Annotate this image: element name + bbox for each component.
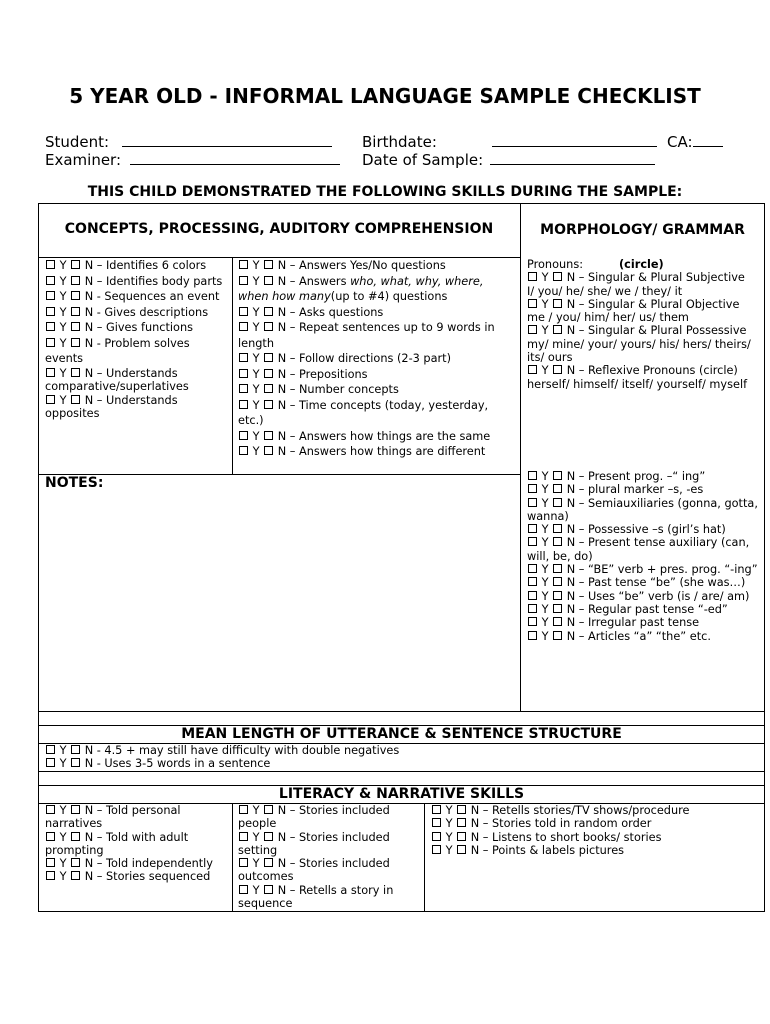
checkbox-icon[interactable]	[553, 484, 562, 493]
literacy-col-1	[45, 804, 229, 884]
checkbox-icon[interactable]	[264, 400, 273, 409]
checkbox-icon[interactable]	[46, 291, 55, 300]
divider	[232, 803, 233, 912]
checklist-item[interactable]: Y N – Stories included people	[238, 804, 390, 831]
checkbox-icon[interactable]	[239, 384, 248, 393]
checkbox-icon[interactable]	[46, 805, 55, 814]
checkbox-icon[interactable]	[528, 564, 537, 573]
checkbox-icon[interactable]	[239, 805, 248, 814]
checklist-item[interactable]: Y N – Follow directions (2-3 part)	[238, 351, 516, 367]
checkbox-icon[interactable]	[528, 272, 537, 281]
pronoun-options: I/ you/ he/ she/ we / they/ it	[527, 284, 683, 298]
checkbox-icon[interactable]	[553, 604, 562, 613]
checkbox-icon[interactable]	[528, 577, 537, 586]
checklist-item[interactable]: Y N – Told independently	[45, 857, 229, 870]
checkbox-icon[interactable]	[553, 537, 562, 546]
student-field[interactable]	[45, 132, 332, 151]
checkbox-icon[interactable]	[264, 446, 273, 455]
checklist-item[interactable]: Y N – Listens to short books/ stories	[431, 831, 761, 844]
divider	[38, 771, 765, 772]
checkbox-icon[interactable]	[71, 745, 80, 754]
checklist-item[interactable]: Y N – Identifies body parts	[45, 274, 230, 290]
checkbox-icon[interactable]	[71, 322, 80, 331]
checkbox-icon[interactable]	[528, 524, 537, 533]
notes-label: NOTES:	[45, 475, 104, 491]
checklist-item[interactable]: Y N - Sequences an event	[45, 289, 230, 305]
checkbox-icon[interactable]	[457, 818, 466, 827]
checklist-item[interactable]: Y N - Problem solves events	[45, 336, 190, 365]
checkbox-icon[interactable]	[46, 260, 55, 269]
checkbox-icon[interactable]	[71, 291, 80, 300]
checkbox-icon[interactable]	[239, 307, 248, 316]
checkbox-icon[interactable]	[553, 564, 562, 573]
checklist-item[interactable]: Y N – plural marker –s, -es	[527, 483, 761, 496]
checkbox-icon[interactable]	[239, 885, 248, 894]
checkbox-icon[interactable]	[239, 431, 248, 440]
checklist-item[interactable]: Y N – Present prog. –“ ing”	[527, 470, 761, 483]
checkbox-icon[interactable]	[528, 299, 537, 308]
checkbox-icon[interactable]	[264, 276, 273, 285]
checkbox-icon[interactable]	[71, 276, 80, 285]
student-line[interactable]	[122, 132, 332, 147]
checkbox-icon[interactable]	[46, 307, 55, 316]
checklist-item[interactable]: Y N – Time concepts (today, yesterday, etc.)	[238, 398, 489, 427]
checkbox-icon[interactable]	[528, 365, 537, 374]
checklist-item[interactable]: Y N – Retells stories/TV shows/procedure	[431, 804, 761, 817]
checkbox-icon[interactable]	[457, 832, 466, 841]
checkbox-icon[interactable]	[553, 272, 562, 281]
checkbox-icon[interactable]	[264, 431, 273, 440]
checkbox-icon[interactable]	[71, 395, 80, 404]
checkbox-icon[interactable]	[239, 446, 248, 455]
checklist-item[interactable]: Y N - 4.5 + may still have difficulty with double negatives	[45, 744, 745, 757]
checkbox-icon[interactable]	[528, 617, 537, 626]
birthdate-field[interactable]	[362, 132, 657, 151]
divider	[520, 203, 521, 711]
checkbox-icon[interactable]	[553, 471, 562, 480]
checkbox-icon[interactable]	[264, 353, 273, 362]
date-of-sample-line[interactable]	[490, 150, 655, 165]
checklist-item[interactable]: Y N – Understands opposites	[45, 393, 178, 420]
checkbox-icon[interactable]	[553, 591, 562, 600]
checklist-item[interactable]: Y N – Singular & Plural Possessive	[527, 324, 761, 337]
checkbox-icon[interactable]	[239, 858, 248, 867]
checklist-item[interactable]: Y N – Past tense “be” (she was…)	[527, 576, 761, 589]
checkbox-icon[interactable]	[71, 832, 80, 841]
concepts-section-title: CONCEPTS, PROCESSING, AUDITORY COMPREHENSION	[64, 221, 494, 237]
checkbox-icon[interactable]	[553, 524, 562, 533]
checklist-item[interactable]: Y N – Stories told in random order	[431, 817, 761, 830]
checklist-item[interactable]: Y N – Present tense auxiliary (can, will, be, do)	[527, 536, 750, 563]
checklist-item[interactable]: Y N – Answers how things are the same	[238, 429, 516, 445]
checkbox-icon[interactable]	[264, 805, 273, 814]
checklist-item[interactable]: Y N – Repeat sentences up to 9 words in length	[238, 321, 495, 350]
checkbox-icon[interactable]	[432, 805, 441, 814]
pronoun-options: me / you/ him/ her/ us/ them	[527, 311, 689, 325]
checklist-item[interactable]: Y N – Prepositions	[238, 367, 516, 383]
checkbox-icon[interactable]	[46, 832, 55, 841]
checklist-item[interactable]: Y N – Number concepts	[238, 382, 516, 398]
pronoun-options: herself/ himself/ itself/ yourself/ myself	[527, 377, 748, 391]
checkbox-icon[interactable]	[46, 745, 55, 754]
checkbox-icon[interactable]	[46, 276, 55, 285]
checklist-item[interactable]: Y N – Answers who, what, why, where, when how many(up to #4) questions	[238, 274, 484, 303]
checklist-item[interactable]: Y N – Told personal narratives	[45, 804, 181, 831]
checklist-item[interactable]: Y N – Stories included setting	[238, 830, 390, 857]
ca-field[interactable]	[667, 132, 723, 151]
literacy-col-2	[238, 804, 420, 910]
checkbox-icon[interactable]	[239, 276, 248, 285]
morphology-list	[527, 258, 761, 391]
checkbox-icon[interactable]	[239, 353, 248, 362]
checkbox-icon[interactable]	[528, 537, 537, 546]
checkbox-icon[interactable]	[553, 299, 562, 308]
checkbox-icon[interactable]	[528, 498, 537, 507]
checklist-item[interactable]: Y N – Stories sequenced	[45, 870, 229, 883]
checklist-item[interactable]: Y N – Stories included outcomes	[238, 857, 390, 884]
checkbox-icon[interactable]	[432, 845, 441, 854]
checkbox-icon[interactable]	[239, 260, 248, 269]
checkbox-icon[interactable]	[528, 591, 537, 600]
mlu-section-title: MEAN LENGTH OF UTTERANCE & SENTENCE STRUCTURE	[181, 726, 622, 742]
divider	[424, 803, 425, 912]
checklist-item[interactable]: Y N – Regular past tense “-ed”	[527, 603, 761, 616]
checkbox-icon[interactable]	[432, 818, 441, 827]
divider	[38, 474, 520, 475]
checkbox-icon[interactable]	[432, 832, 441, 841]
checkbox-icon[interactable]	[239, 400, 248, 409]
concepts-col-2	[238, 258, 516, 460]
morphology-section-title: MORPHOLOGY/ GRAMMAR	[540, 222, 745, 238]
checklist-item[interactable]: Y N – Retells a story in sequence	[238, 883, 394, 911]
checkbox-icon[interactable]	[46, 871, 55, 880]
birthdate-line[interactable]	[492, 132, 657, 147]
pronouns-heading: Pronouns: (circle)	[527, 258, 664, 271]
checklist-item[interactable]: Y N – Irregular past tense	[527, 616, 761, 629]
checkbox-icon[interactable]	[46, 322, 55, 331]
pronoun-options: my/ mine/ your/ yours/ his/ hers/ theirs/ its/ ours	[527, 337, 751, 365]
checklist-item[interactable]: Y N – Uses “be” verb (is / are/ am)	[527, 590, 761, 603]
checkbox-icon[interactable]	[239, 322, 248, 331]
morphology-list-2	[527, 470, 761, 643]
checklist-item[interactable]: Y N – Understands comparative/superlatives	[45, 366, 189, 393]
concepts-col-1	[45, 258, 230, 421]
checklist-item[interactable]: Y N – Told with adult prompting	[45, 830, 189, 857]
divider	[232, 257, 233, 474]
checkbox-icon[interactable]	[71, 871, 80, 880]
checklist-item[interactable]: Y N – Possessive –s (girl’s hat)	[527, 523, 761, 536]
checklist-item[interactable]: Y N – Answers Yes/No questions	[238, 258, 516, 274]
checkbox-icon[interactable]	[46, 368, 55, 377]
checkbox-icon[interactable]	[264, 260, 273, 269]
checkbox-icon[interactable]	[553, 617, 562, 626]
checkbox-icon[interactable]	[264, 322, 273, 331]
checklist-item[interactable]: Y N – Semiauxiliaries (gonna, gotta, wanna)	[527, 496, 758, 523]
checklist-item[interactable]: Y N – Singular & Plural Objective	[527, 298, 761, 311]
intro-heading: THIS CHILD DEMONSTRATED THE FOLLOWING SKILLS DURING THE SAMPLE:	[87, 184, 683, 200]
checklist-item[interactable]: Y N – Articles “a” “the” etc.	[527, 630, 761, 643]
checkbox-icon[interactable]	[528, 631, 537, 640]
checkbox-icon[interactable]	[46, 338, 55, 347]
checkbox-icon[interactable]	[71, 260, 80, 269]
checkbox-icon[interactable]	[457, 805, 466, 814]
checklist-item[interactable]: Y N – Gives functions	[45, 320, 230, 336]
literacy-col-3	[431, 804, 761, 857]
checkbox-icon[interactable]	[528, 604, 537, 613]
checkbox-icon[interactable]	[71, 368, 80, 377]
page-title: 5 YEAR OLD - INFORMAL LANGUAGE SAMPLE CHECKLIST	[69, 84, 701, 108]
checkbox-icon[interactable]	[71, 338, 80, 347]
checkbox-icon[interactable]	[528, 325, 537, 334]
date-of-sample-field[interactable]	[362, 150, 655, 169]
checklist-item[interactable]: Y N – Reflexive Pronouns (circle)	[527, 364, 761, 377]
checkbox-icon[interactable]	[46, 858, 55, 867]
checkbox-icon[interactable]	[528, 471, 537, 480]
checkbox-icon[interactable]	[553, 631, 562, 640]
checklist-item[interactable]: Y N – Identifies 6 colors	[45, 258, 230, 274]
checkbox-icon[interactable]	[264, 307, 273, 316]
checkbox-icon[interactable]	[264, 858, 273, 867]
student-label: Student:	[45, 133, 110, 151]
checkbox-icon[interactable]	[264, 885, 273, 894]
checklist-item[interactable]: Y N – Singular & Plural Subjective	[527, 271, 761, 284]
birthdate-label: Birthdate:	[362, 133, 437, 151]
checklist-item[interactable]: Y N - Gives descriptions	[45, 305, 230, 321]
examiner-field[interactable]	[45, 150, 340, 169]
checkbox-icon[interactable]	[46, 395, 55, 404]
checkbox-icon[interactable]	[71, 758, 80, 767]
ca-label: CA:	[667, 133, 693, 151]
checklist-item[interactable]: Y N - Uses 3-5 words in a sentence	[45, 757, 745, 770]
checkbox-icon[interactable]	[528, 484, 537, 493]
checkbox-icon[interactable]	[264, 832, 273, 841]
checkbox-icon[interactable]	[46, 758, 55, 767]
checklist-item[interactable]: Y N – “BE” verb + pres. prog. “-ing”	[527, 563, 761, 576]
checkbox-icon[interactable]	[553, 498, 562, 507]
checklist-item[interactable]: Y N – Points & labels pictures	[431, 844, 761, 857]
checkbox-icon[interactable]	[553, 325, 562, 334]
checkbox-icon[interactable]	[239, 369, 248, 378]
examiner-line[interactable]	[130, 150, 340, 165]
checkbox-icon[interactable]	[239, 832, 248, 841]
literacy-section-title: LITERACY & NARRATIVE SKILLS	[278, 786, 525, 802]
ca-line[interactable]	[693, 132, 723, 147]
checklist-item[interactable]: Y N – Asks questions	[238, 305, 516, 321]
checkbox-icon[interactable]	[553, 365, 562, 374]
checkbox-icon[interactable]	[264, 384, 273, 393]
checkbox-icon[interactable]	[71, 858, 80, 867]
checkbox-icon[interactable]	[553, 577, 562, 586]
checkbox-icon[interactable]	[71, 307, 80, 316]
mlu-list	[45, 744, 745, 771]
checkbox-icon[interactable]	[71, 805, 80, 814]
divider	[38, 711, 765, 712]
checkbox-icon[interactable]	[264, 369, 273, 378]
checkbox-icon[interactable]	[457, 845, 466, 854]
checklist-item[interactable]: Y N – Answers how things are different	[238, 444, 516, 460]
examiner-label: Examiner:	[45, 151, 122, 169]
date-of-sample-label: Date of Sample:	[362, 151, 484, 169]
